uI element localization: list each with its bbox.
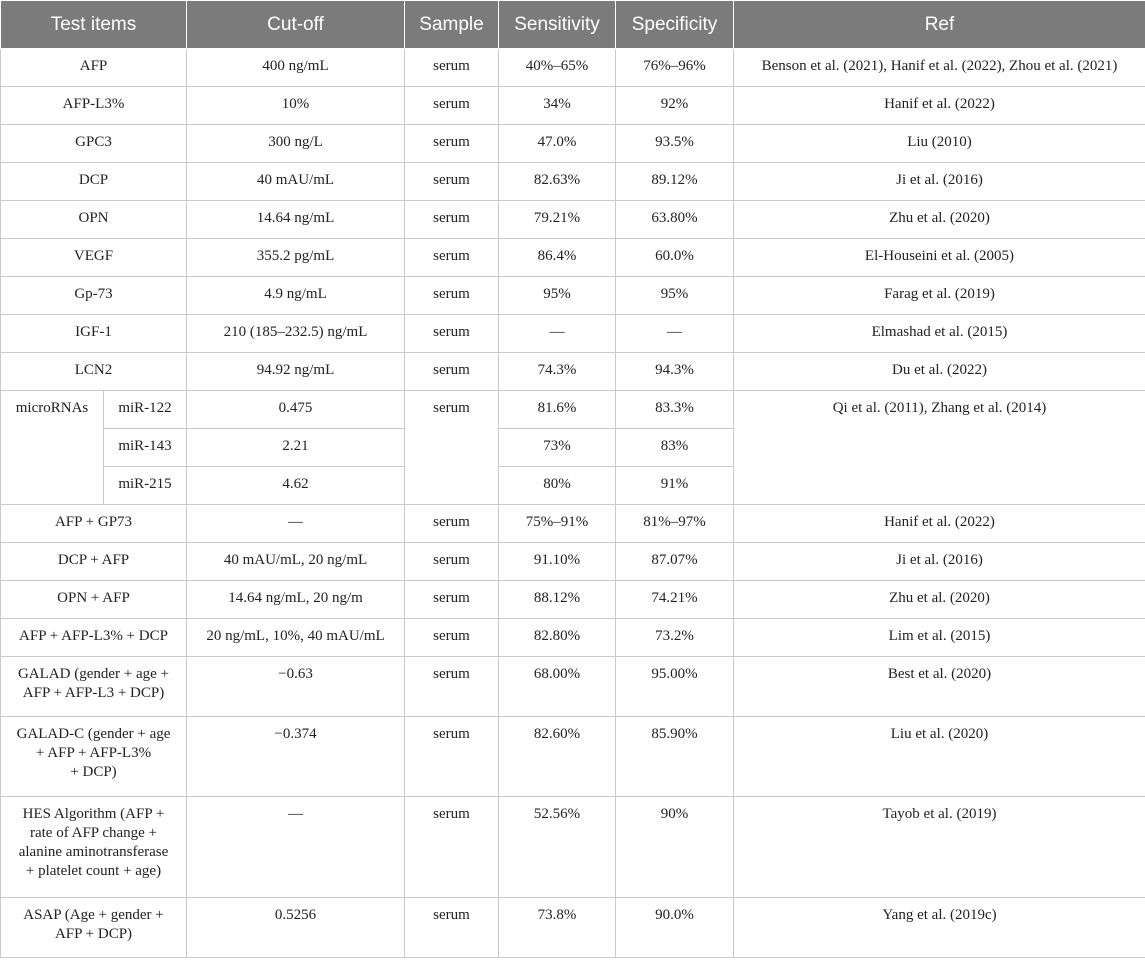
cell-ref: Best et al. (2020): [734, 657, 1145, 717]
table-row: [1, 239, 1145, 277]
cell-sample: serum: [405, 201, 499, 239]
table-row: [1, 581, 1145, 619]
header-row: [1, 1, 1145, 49]
table-row: [1, 163, 1145, 201]
cell-sensitivity: 81.6%: [499, 391, 616, 429]
cell-specificity: 95.00%: [616, 657, 734, 717]
header-cutoff: Cut-off: [187, 1, 405, 49]
cell-cutoff: 300 ng/L: [187, 125, 405, 163]
cell-item: [1, 898, 187, 958]
cell-item: [1, 797, 187, 898]
cell-sensitivity: 73.8%: [499, 898, 616, 958]
cell-cutoff: −0.63: [187, 657, 405, 717]
cell-ref: Tayob et al. (2019): [734, 797, 1145, 898]
cell-ref: El-Houseini et al. (2005): [734, 239, 1145, 277]
table-row: [1, 201, 1145, 239]
cell-ref: Ji et al. (2016): [734, 163, 1145, 201]
table-row: [1, 87, 1145, 125]
cell-specificity: 93.5%: [616, 125, 734, 163]
cell-sample: serum: [405, 277, 499, 315]
cell-cutoff: 2.21: [187, 429, 405, 467]
cell-sample: serum: [405, 125, 499, 163]
cell-sample: serum: [405, 505, 499, 543]
cell-sample: serum: [405, 898, 499, 958]
cell-item-line: ASAP (Age + gender +: [23, 907, 164, 923]
cell-cutoff: 4.62: [187, 467, 405, 505]
cell-item: Gp-73: [1, 277, 187, 315]
cell-ref: Liu et al. (2020): [734, 717, 1145, 797]
cell-sample: serum: [405, 49, 499, 87]
cell-sensitivity: 73%: [499, 429, 616, 467]
cell-cutoff: 400 ng/mL: [187, 49, 405, 87]
cell-specificity: 87.07%: [616, 543, 734, 581]
cell-ref: Lim et al. (2015): [734, 619, 1145, 657]
cell-item-line: rate of AFP change +: [29, 825, 158, 841]
cell-cutoff: 0.5256: [187, 898, 405, 958]
cell-specificity: 90.0%: [616, 898, 734, 958]
table-row: [1, 391, 1145, 429]
cell-subitem: miR-215: [104, 467, 187, 505]
cell-cutoff: 10%: [187, 87, 405, 125]
cell-ref: Hanif et al. (2022): [734, 87, 1145, 125]
cell-item-line: + platelet count + age): [25, 863, 162, 879]
cell-subitem: miR-122: [104, 391, 187, 429]
cell-specificity: 81%–97%: [616, 505, 734, 543]
table-row: [1, 505, 1145, 543]
header-sample: Sample: [405, 1, 499, 49]
cell-sample: serum: [405, 315, 499, 353]
cell-cutoff: 4.9 ng/mL: [187, 277, 405, 315]
cell-item: [1, 657, 187, 717]
cell-specificity: —: [616, 315, 734, 353]
cell-sensitivity: —: [499, 315, 616, 353]
cell-item: IGF-1: [1, 315, 187, 353]
cell-sensitivity: 88.12%: [499, 581, 616, 619]
cell-item-line: HES Algorithm (AFP +: [22, 806, 165, 822]
cell-group-microrna: microRNAs: [1, 391, 104, 505]
cell-sensitivity: 34%: [499, 87, 616, 125]
cell-item-line: + DCP): [70, 764, 117, 780]
cell-cutoff: 94.92 ng/mL: [187, 353, 405, 391]
cell-sample: serum: [405, 353, 499, 391]
cell-item: AFP + AFP-L3% + DCP: [1, 619, 187, 657]
cell-item-line: + AFP + AFP-L3%: [35, 745, 152, 761]
cell-sensitivity: 52.56%: [499, 797, 616, 898]
cell-specificity: 74.21%: [616, 581, 734, 619]
cell-item: AFP: [1, 49, 187, 87]
cell-sensitivity: 91.10%: [499, 543, 616, 581]
cell-sensitivity: 95%: [499, 277, 616, 315]
cell-subitem: miR-143: [104, 429, 187, 467]
cell-specificity: 92%: [616, 87, 734, 125]
header-sensitivity: Sensitivity: [499, 1, 616, 49]
cell-sample: serum: [405, 87, 499, 125]
cell-sample: serum: [405, 619, 499, 657]
cell-item: LCN2: [1, 353, 187, 391]
table-row: [1, 315, 1145, 353]
cell-ref: Elmashad et al. (2015): [734, 315, 1145, 353]
cell-sensitivity: 80%: [499, 467, 616, 505]
cell-cutoff: 14.64 ng/mL, 20 ng/m: [187, 581, 405, 619]
cell-item-line: AFP + AFP-L3 + DCP): [22, 685, 165, 701]
cell-ref: Farag et al. (2019): [734, 277, 1145, 315]
cell-item: AFP + GP73: [1, 505, 187, 543]
cell-cutoff: 355.2 pg/mL: [187, 239, 405, 277]
cell-cutoff: 20 ng/mL, 10%, 40 mAU/mL: [187, 619, 405, 657]
table-row: [1, 125, 1145, 163]
cell-item: DCP + AFP: [1, 543, 187, 581]
cell-cutoff: 40 mAU/mL, 20 ng/mL: [187, 543, 405, 581]
cell-item: VEGF: [1, 239, 187, 277]
cell-item-line: AFP + DCP): [54, 926, 133, 942]
cell-cutoff: —: [187, 797, 405, 898]
cell-specificity: 63.80%: [616, 201, 734, 239]
cell-specificity: 90%: [616, 797, 734, 898]
table-row: [1, 353, 1145, 391]
cell-item: [1, 717, 187, 797]
cell-sample: serum: [405, 797, 499, 898]
header-specificity: Specificity: [616, 1, 734, 49]
cell-item: OPN: [1, 201, 187, 239]
cell-sensitivity: 40%–65%: [499, 49, 616, 87]
table-row: [1, 657, 1145, 717]
cell-ref: Du et al. (2022): [734, 353, 1145, 391]
cell-ref: Benson et al. (2021), Hanif et al. (2022), Zhou et al. (2021): [734, 49, 1145, 87]
table-row: [1, 49, 1145, 87]
cell-specificity: 89.12%: [616, 163, 734, 201]
cell-ref: Ji et al. (2016): [734, 543, 1145, 581]
cell-specificity: 73.2%: [616, 619, 734, 657]
cell-cutoff: −0.374: [187, 717, 405, 797]
table-row: [1, 898, 1145, 958]
cell-sample: serum: [405, 391, 499, 505]
cell-cutoff: —: [187, 505, 405, 543]
cell-sensitivity: 82.60%: [499, 717, 616, 797]
cell-ref: Yang et al. (2019c): [734, 898, 1145, 958]
header-ref: Ref: [734, 1, 1145, 49]
cell-cutoff: 0.475: [187, 391, 405, 429]
cell-specificity: 91%: [616, 467, 734, 505]
cell-sample: serum: [405, 657, 499, 717]
table-row: [1, 543, 1145, 581]
cell-sensitivity: 82.80%: [499, 619, 616, 657]
cell-ref: Qi et al. (2011), Zhang et al. (2014): [734, 391, 1145, 505]
cell-item: DCP: [1, 163, 187, 201]
cell-cutoff: 40 mAU/mL: [187, 163, 405, 201]
cell-item-line: GALAD (gender + age +: [17, 666, 170, 682]
cell-sample: serum: [405, 581, 499, 619]
cell-specificity: 60.0%: [616, 239, 734, 277]
cell-ref: Hanif et al. (2022): [734, 505, 1145, 543]
cell-specificity: 85.90%: [616, 717, 734, 797]
cell-ref: Liu (2010): [734, 125, 1145, 163]
cell-specificity: 83.3%: [616, 391, 734, 429]
cell-ref: Zhu et al. (2020): [734, 581, 1145, 619]
cell-specificity: 95%: [616, 277, 734, 315]
cell-item-line: GALAD-C (gender + age: [16, 726, 171, 742]
cell-item: OPN + AFP: [1, 581, 187, 619]
cell-specificity: 94.3%: [616, 353, 734, 391]
cell-sensitivity: 86.4%: [499, 239, 616, 277]
cell-ref: Zhu et al. (2020): [734, 201, 1145, 239]
cell-sample: serum: [405, 717, 499, 797]
cell-item-line: alanine aminotransferase: [18, 844, 169, 860]
cell-cutoff: 14.64 ng/mL: [187, 201, 405, 239]
cell-specificity: 76%–96%: [616, 49, 734, 87]
cell-item: GPC3: [1, 125, 187, 163]
table-row: [1, 797, 1145, 898]
table-row: [1, 619, 1145, 657]
cell-item: AFP-L3%: [1, 87, 187, 125]
cell-sample: serum: [405, 239, 499, 277]
cell-sensitivity: 79.21%: [499, 201, 616, 239]
cell-sample: serum: [405, 543, 499, 581]
cell-sensitivity: 74.3%: [499, 353, 616, 391]
table-row: [1, 717, 1145, 797]
cell-sample: serum: [405, 163, 499, 201]
cell-specificity: 83%: [616, 429, 734, 467]
cell-sensitivity: 47.0%: [499, 125, 616, 163]
cell-sensitivity: 82.63%: [499, 163, 616, 201]
cell-cutoff: 210 (185–232.5) ng/mL: [187, 315, 405, 353]
cell-sensitivity: 68.00%: [499, 657, 616, 717]
table-row: [1, 277, 1145, 315]
header-test-items: Test items: [1, 1, 187, 49]
cell-sensitivity: 75%–91%: [499, 505, 616, 543]
